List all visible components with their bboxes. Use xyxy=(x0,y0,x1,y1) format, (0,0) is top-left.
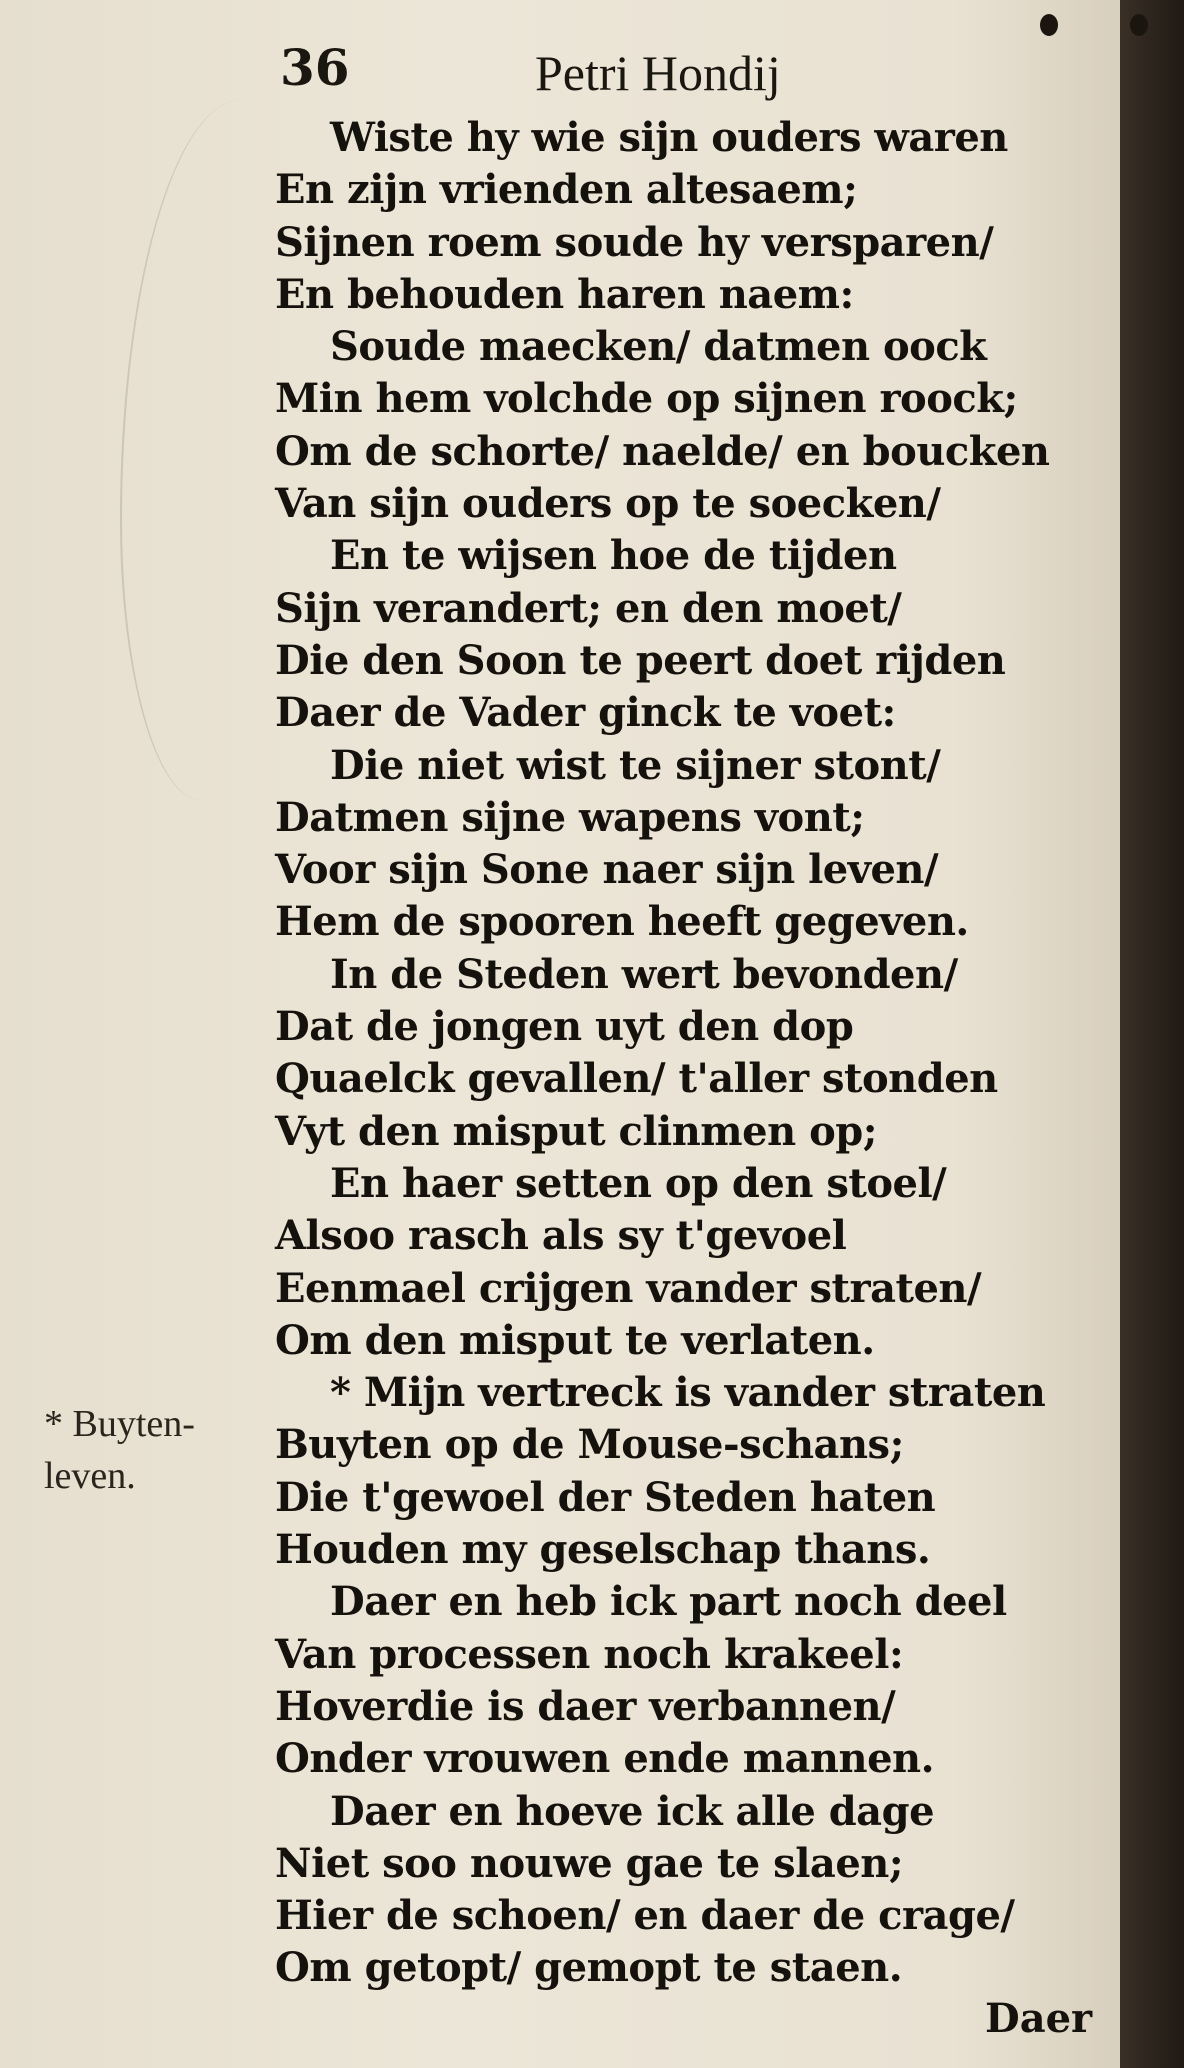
verse-line: Wiste hy wie sijn ouders waren xyxy=(330,114,1008,161)
verse-line: Soude maecken/ datmen oock xyxy=(330,323,987,371)
verse-line: Daer de Vader ginck te voet: xyxy=(275,689,896,737)
verse-line: Hoverdie is daer verbannen/ xyxy=(275,1682,896,1730)
verse-line: Houden my geselschap thans. xyxy=(275,1526,931,1574)
verse-line: Eenmael crijgen vander straten/ xyxy=(275,1264,982,1312)
verse-line: Om den misput te verlaten. xyxy=(275,1316,875,1364)
page-header xyxy=(280,38,980,101)
verse-line: * Mijn vertreck is vander straten xyxy=(330,1369,1046,1417)
verse-line: Om getopt/ gemopt te staen. xyxy=(275,1944,903,1992)
marginal-note-line: leven. xyxy=(44,1455,136,1497)
verse-line: Datmen sijne wapens vont; xyxy=(275,793,865,841)
verse-line: Dat de jongen uyt den dop xyxy=(275,1003,854,1051)
running-head: Petri Hondij xyxy=(535,45,781,101)
verse-line: Sijn verandert; en den moet/ xyxy=(275,584,902,632)
verse-line: Hier de schoen/ en daer de crage/ xyxy=(275,1892,1015,1940)
verse-line: Die t'gewoel der Steden haten xyxy=(275,1473,936,1521)
verse-line: Van sijn ouders op te soecken/ xyxy=(275,480,941,528)
verse-line: Quaelck gevallen/ t'aller stonden xyxy=(275,1055,998,1103)
verse-line: En behouden haren naem: xyxy=(275,270,854,318)
verse-line: Van processen noch krakeel: xyxy=(275,1630,904,1678)
verse-line: Niet soo nouwe gae te slaen; xyxy=(275,1839,904,1887)
verse-line: Daer en heb ick part noch deel xyxy=(330,1578,1007,1626)
marginal-note-line: * Buyten- xyxy=(44,1403,195,1445)
verse-line: Buyten op de Mouse-schans; xyxy=(275,1421,904,1469)
page-number: 36 xyxy=(280,38,350,97)
marginal-note xyxy=(44,1398,254,1502)
verse-line: Voor sijn Sone naer sijn leven/ xyxy=(275,846,939,894)
verse-line: En zijn vrienden altesaem; xyxy=(275,166,858,214)
facing-page-edge xyxy=(1120,0,1184,2068)
catchword: Daer xyxy=(985,1995,1093,2042)
verse-text xyxy=(275,112,1075,1995)
verse-line: Alsoo rasch als sy t'gevoel xyxy=(275,1212,847,1260)
verse-line: Om de schorte/ naelde/ en boucken xyxy=(275,427,1050,475)
verse-line: En haer setten op den stoel/ xyxy=(330,1159,947,1207)
verse-line: In de Steden wert bevonden/ xyxy=(330,950,958,998)
verse-line: Vyt den misput clinmen op; xyxy=(275,1107,877,1155)
verse-line: Die niet wist te sijner stont/ xyxy=(330,741,941,789)
verse-line: Sijnen roem soude hy versparen/ xyxy=(275,218,994,266)
verse-line: En te wijsen hoe de tijden xyxy=(330,532,897,580)
verse-line: Hem de spooren heeft gegeven. xyxy=(275,898,969,946)
verse-line: Die den Soon te peert doet rijden xyxy=(275,636,1006,684)
verse-line: Daer en hoeve ick alle dage xyxy=(330,1787,935,1835)
verse-line: Min hem volchde op sijnen roock; xyxy=(275,375,1018,423)
binding-hole xyxy=(1040,14,1058,36)
verse-line: Onder vrouwen ende mannen. xyxy=(275,1735,935,1783)
binding-hole xyxy=(1130,14,1148,36)
